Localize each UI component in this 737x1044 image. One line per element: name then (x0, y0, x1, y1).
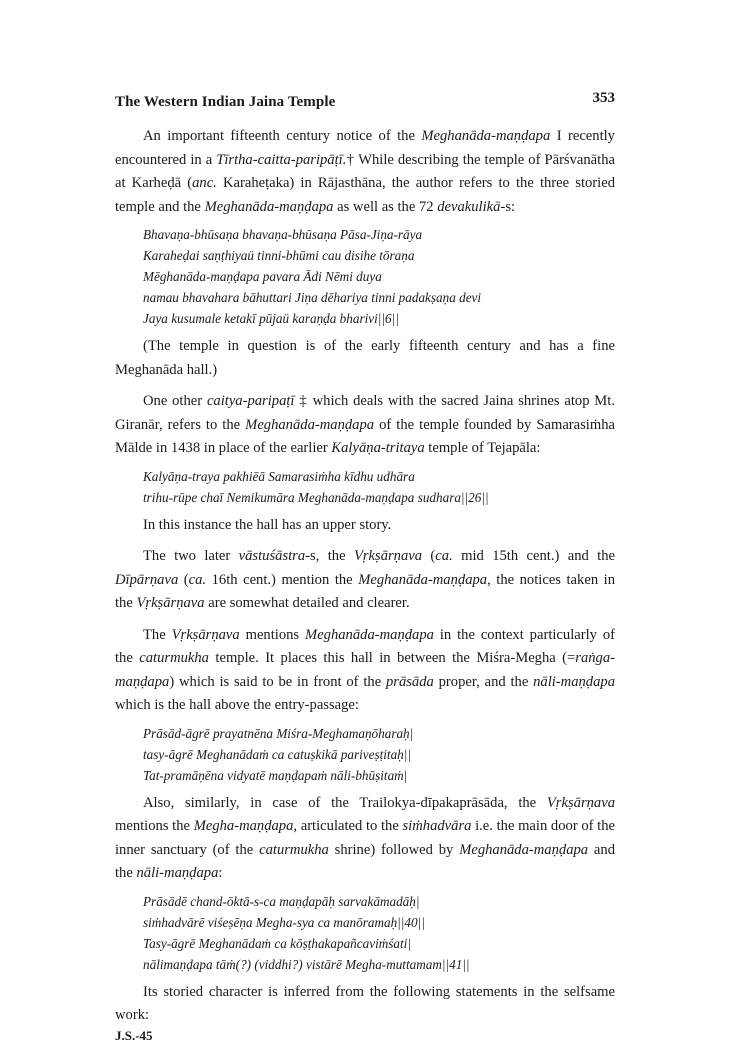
verse-line: namau bhavahara bāhuttari Jiṇa dēhariya tinni padakṣaṇa devi (143, 290, 482, 305)
paragraph-8: Its storied character is inferred from the following statements in the selfsame work: (115, 983, 615, 1023)
verse-line: trihu-rūpe chaī Nemikumāra Meghanāda-maṇḍapa sudhara||26|| (143, 489, 489, 505)
page (115, 88, 616, 1043)
verse-line: Kalyāṇa-traya pakhiēā Samarasiṁha kīdhu udhāra (143, 468, 415, 484)
verse-line: Prāsādē chand-ōktā-s-ca maṇḍapāḥ sarvakāmadāḥ| (143, 893, 420, 909)
verse-line: Tasy-āgrē Meghanādaṁ ca kōṣṭhakapañcaviṁśati| (143, 935, 411, 951)
paragraph-5: The two later vāstuśāstra-s, the Vṛkṣārṇava (ca. mid 15th cent.) and the Dīpārṇava (ca. 16th cent.) mention the Meghanāda-maṇḍapa, the notices taken in the Vṛkṣārṇava are somewhat detailed and clearer. (115, 548, 615, 611)
running-title: The Western Indian Jaina Temple (115, 94, 336, 110)
verse-line: Jaya kusumale ketakī pūjaü karaṇḍa bharivi||6|| (143, 311, 399, 326)
verse-block-2 (143, 466, 615, 508)
verse-line: Bhavaṇa-bhūsaṇa bhavaṇa-bhūsaṇa Pāsa-Jiṇa-rāya (143, 227, 423, 242)
paragraph-6: The Vṛkṣārṇava mentions Meghanāda-maṇḍapa in the context particularly of the caturmukha temple. It places this hall in between the Miśra-Megha (=raṅga-maṇḍapa) which is said to be in front of the prāsāda proper, and the nāli-maṇḍapa which is the hall above the entry-passage: (115, 626, 616, 713)
verse-line: Karaheḍai saṇṭhiyaü tinni-bhūmi cau disihe tōraṇa (143, 248, 415, 263)
verse-block-4 (143, 891, 615, 975)
verse-line: Prāsād-āgrē prayatnēna Miśra-Meghamaṇōharaḥ| (143, 725, 414, 741)
verse-line: Mēghanāda-maṇḍapa pavara Ādi Nēmi duya (143, 269, 382, 284)
paragraph-3: One other caitya-paripaṭī ‡ which deals with the sacred Jaina shrines atop Mt. Giranār, refers to the Meghanāda-maṇḍapa of the temple founded by Samarasiṁha Mālde in 1438 in place of the earlier Kalyāṇa-tritaya temple of Tejapāla: (115, 393, 615, 456)
verse-line: nālimaṇḍapa tāṁ(?) (viddhi?) vistārē Megha-muttamam||41|| (143, 956, 470, 972)
paragraph-4: In this instance the hall has an upper story. (143, 516, 392, 533)
verse-block-3 (143, 723, 615, 786)
verse-line: Tat-pramāṇēna vidyatē maṇḍapaṁ nāli-bhūṣitaṁ| (143, 767, 408, 783)
verse-line: siṁhadvārē viśeṣēṇa Megha-sya ca manōramaḥ||40|| (143, 914, 425, 930)
verse-block-1 (143, 224, 615, 329)
signature-mark: J.S.-45 (115, 1027, 153, 1043)
paragraph-7: Also, similarly, in case of the Trailokya-dīpakaprāsāda, the Vṛkṣārṇava mentions the Megha-maṇḍapa, articulated to the siṁhadvāra i.e. the main door of the inner sanctuary (of the caturmukha shrine) followed by Meghanāda-maṇḍapa and the nāli-maṇḍapa: (115, 794, 616, 881)
verse-line: tasy-āgrē Meghanādaṁ ca catuṣkikā pariveṣṭitaḥ|| (143, 746, 412, 762)
page-number: 353 (592, 90, 615, 106)
paragraph-2: (The temple in question is of the early fifteenth century and has a fine Meghanāda hall.) (115, 338, 615, 378)
paragraph-1: An important fifteenth century notice of the Meghanāda-maṇḍapa I recently encountered in a Tīrtha-caitta-paripāṭī.† While describing the temple of Pārśvanātha at Karheḍā (anc. Karaheṭaka) in Rājasthāna, the author refers to the three storied temple and the Meghanāda-maṇḍapa as well as the 72 devakulikā-s: (115, 128, 615, 215)
page-header (115, 88, 615, 112)
